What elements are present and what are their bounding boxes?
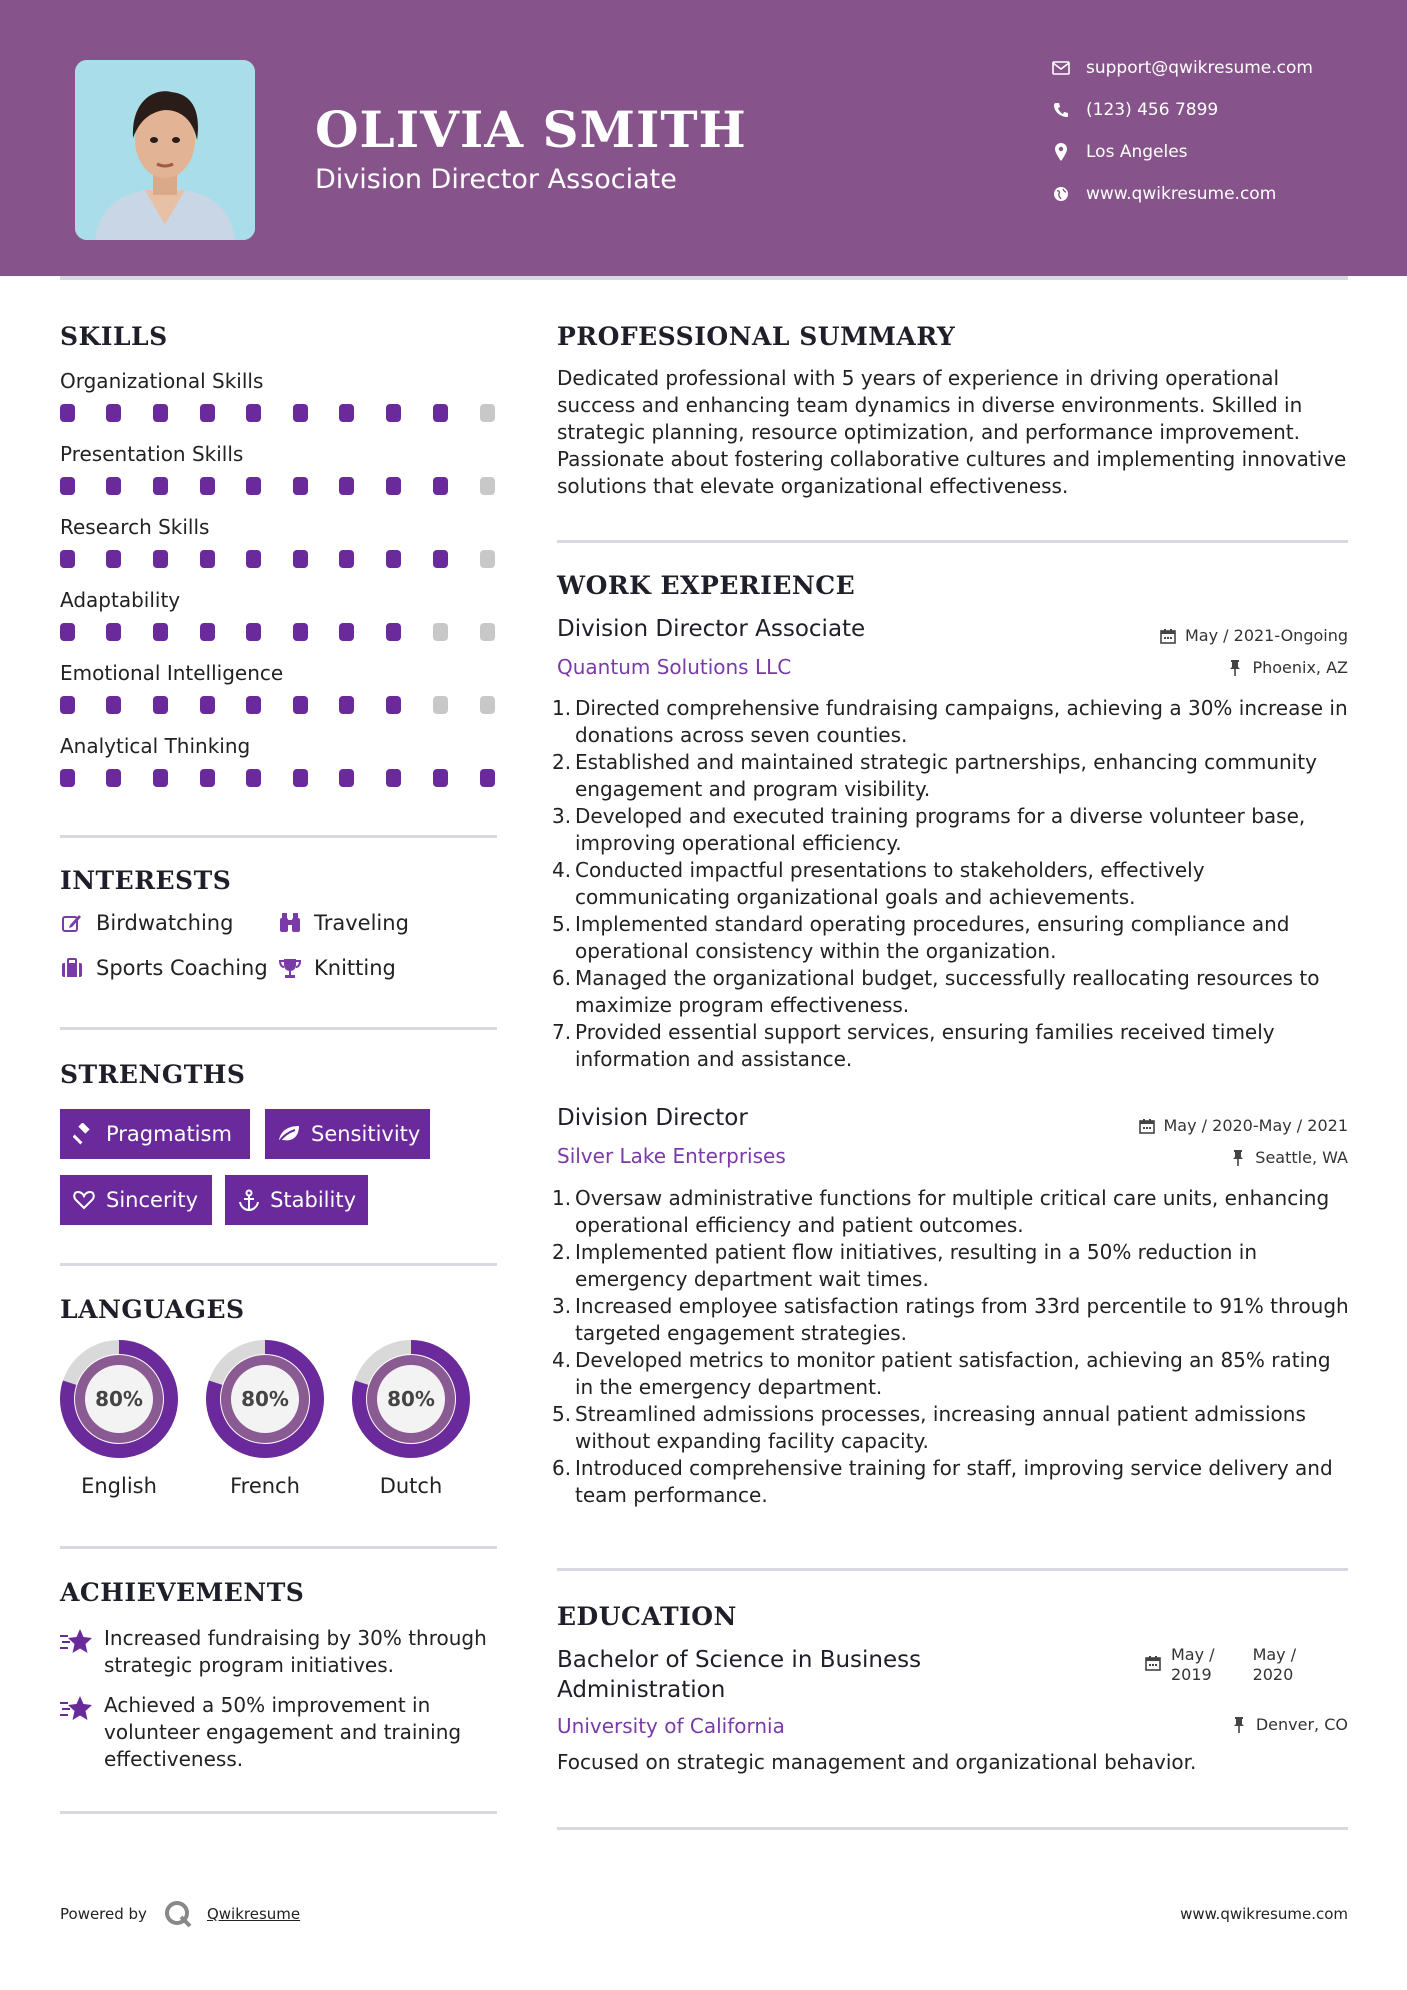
- achievement-item: [60, 1625, 500, 1679]
- language-percent: 80%: [387, 1387, 435, 1411]
- map-pin-icon: [1050, 142, 1072, 162]
- skill-rating: [60, 477, 500, 497]
- rating-dot-filled: [293, 623, 308, 641]
- rating-dot-filled: [106, 623, 121, 641]
- interest-label: Birdwatching: [96, 911, 234, 935]
- rating-dot-filled: [339, 696, 354, 714]
- interests-heading: INTERESTS: [60, 866, 232, 895]
- skill-rating: [60, 696, 500, 716]
- section-divider: [60, 1811, 497, 1814]
- bullet-number: 3.: [552, 804, 572, 828]
- bullet-number: 1.: [552, 696, 572, 720]
- contact-website-text: www.qwikresume.com: [1086, 184, 1277, 204]
- education-description: Focused on strategic management and organizational behavior.: [557, 1750, 1197, 1774]
- bullet-number: 4.: [552, 858, 572, 882]
- rating-dot-filled: [293, 550, 308, 568]
- rating-dot-empty: [480, 623, 495, 641]
- bullet-text: Developed and executed training programs for a diverse volunteer base, improving operational efficiency.: [575, 804, 1306, 855]
- language-ring: [57, 1337, 181, 1461]
- footer-powered-by: [60, 1899, 300, 1929]
- job-dates-text: May / 2020-May / 2021: [1163, 1116, 1348, 1135]
- bullet-text: Increased employee satisfaction ratings from 33rd percentile to 91% through targeted engagement strategies.: [575, 1294, 1349, 1345]
- job-bullet: [550, 1185, 1350, 1239]
- section-divider: [60, 1546, 497, 1549]
- rating-dot-filled: [200, 623, 215, 641]
- education-end-month: May /: [1252, 1645, 1297, 1664]
- rating-dot-filled: [339, 404, 354, 422]
- job-bullets: [550, 695, 1350, 1073]
- strength-label: Pragmatism: [106, 1122, 232, 1146]
- rating-dot-empty: [433, 623, 448, 641]
- interest-label: Knitting: [314, 956, 396, 980]
- skill-rating: [60, 550, 500, 570]
- rating-dot-filled: [106, 404, 121, 422]
- strengths-heading: STRENGTHS: [60, 1060, 246, 1089]
- summary-text: Dedicated professional with 5 years of experience in driving operational success and enhancing team dynamics in diverse environments. Skilled in strategic planning, resource optimization, and performance improvement. Passionate about fostering collaborative cultures and implementing innovative solutions that elevate organizational effectiveness.: [557, 366, 1347, 498]
- skill-name: Research Skills: [60, 515, 210, 539]
- rating-dot-filled: [433, 404, 448, 422]
- rating-dot-empty: [480, 696, 495, 714]
- bullet-number: 6.: [552, 966, 572, 990]
- bullet-text: Managed the organizational budget, successfully reallocating resources to maximize program effectiveness.: [575, 966, 1320, 1017]
- envelope-icon: [1050, 58, 1072, 78]
- rating-dot-filled: [153, 696, 168, 714]
- education-start: [1171, 1645, 1215, 1685]
- achievements-heading: ACHIEVEMENTS: [60, 1578, 305, 1607]
- bullet-text: Provided essential support services, ensuring families received timely information and assistance.: [575, 1020, 1275, 1071]
- rating-dot-filled: [200, 696, 215, 714]
- profile-photo: [75, 60, 255, 240]
- rating-dot-filled: [106, 769, 121, 787]
- bullet-number: 2.: [552, 750, 572, 774]
- contact-email[interactable]: [1050, 58, 1313, 78]
- job-bullet: [550, 1455, 1350, 1509]
- footer-website[interactable]: www.qwikresume.com: [1180, 1905, 1348, 1923]
- bullet-number: 5.: [552, 1402, 572, 1426]
- rating-dot-empty: [433, 696, 448, 714]
- skill-rating: [60, 404, 500, 424]
- bullet-text: Directed comprehensive fundraising campaigns, achieving a 30% increase in donations across seven counties.: [575, 696, 1348, 747]
- skill-rating: [60, 623, 500, 643]
- job-dates: [1138, 1116, 1349, 1135]
- rating-dot-filled: [293, 696, 308, 714]
- job-location: [1229, 1148, 1348, 1167]
- interest-label: Traveling: [314, 911, 409, 935]
- rating-dot-filled: [246, 623, 261, 641]
- star-icon: [60, 1694, 94, 1724]
- bullet-number: 3.: [552, 1294, 572, 1318]
- rating-dot-filled: [339, 623, 354, 641]
- education-dates: [1145, 1645, 1296, 1685]
- education-location-text: Denver, CO: [1255, 1715, 1348, 1734]
- rating-dot-filled: [106, 696, 121, 714]
- star-icon: [60, 1627, 94, 1657]
- language-name: Dutch: [379, 1474, 443, 1498]
- achievement-text: Achieved a 50% improvement in volunteer engagement and training effectiveness.: [104, 1693, 462, 1771]
- leaf-icon: [277, 1122, 301, 1146]
- heart-icon: [72, 1188, 96, 1212]
- education-degree: Bachelor of Science in Business Administration: [557, 1647, 922, 1703]
- skills-heading: SKILLS: [60, 322, 168, 351]
- pushpin-icon: [1230, 1716, 1248, 1734]
- skill-name: Presentation Skills: [60, 442, 244, 466]
- rating-dot-filled: [153, 623, 168, 641]
- rating-dot-filled: [153, 477, 168, 495]
- rating-dot-filled: [339, 550, 354, 568]
- rating-dot-filled: [433, 550, 448, 568]
- language-ring: [203, 1337, 327, 1461]
- section-divider: [557, 540, 1348, 543]
- bullet-number: 2.: [552, 1240, 572, 1264]
- rating-dot-filled: [386, 404, 401, 422]
- education-school: University of California: [557, 1714, 785, 1738]
- job-location: [1226, 658, 1348, 677]
- job-bullet: [550, 1019, 1350, 1073]
- rating-dot-filled: [386, 550, 401, 568]
- contact-location: [1050, 142, 1188, 162]
- rating-dot-filled: [293, 769, 308, 787]
- rating-dot-filled: [339, 769, 354, 787]
- bullet-text: Established and maintained strategic partnerships, enhancing community engagement and program visibility.: [575, 750, 1317, 801]
- bullet-number: 5.: [552, 912, 572, 936]
- education-start-month: May /: [1171, 1645, 1215, 1664]
- contact-phone-text: (123) 456 7899: [1086, 100, 1219, 120]
- section-divider: [557, 1827, 1348, 1830]
- job-bullets: [550, 1185, 1350, 1509]
- job-bullet: [550, 1401, 1350, 1455]
- bullet-text: Developed metrics to monitor patient satisfaction, achieving an 85% rating in the emergency department.: [575, 1348, 1331, 1399]
- bullet-text: Conducted impactful presentations to stakeholders, effectively communicating organizational goals and achievements.: [575, 858, 1205, 909]
- bullet-text: Introduced comprehensive training for staff, improving service delivery and team performance.: [575, 1456, 1333, 1507]
- header-divider: [60, 276, 1348, 280]
- strength-label: Sincerity: [106, 1188, 199, 1212]
- job-dates: [1159, 626, 1348, 645]
- languages-heading: LANGUAGES: [60, 1295, 245, 1324]
- language-ring: [349, 1337, 473, 1461]
- rating-dot-filled: [246, 550, 261, 568]
- rating-dot-filled: [153, 769, 168, 787]
- rating-dot-empty: [480, 477, 495, 495]
- powered-by-text: Powered by: [60, 1905, 147, 1923]
- section-divider: [60, 1027, 497, 1030]
- candidate-name: OLIVIA SMITH: [315, 100, 747, 159]
- job-location-text: Phoenix, AZ: [1252, 658, 1348, 677]
- rating-dot-filled: [200, 550, 215, 568]
- bullet-number: 6.: [552, 1456, 572, 1480]
- education-end-year: 2020: [1252, 1665, 1294, 1684]
- trophy-icon: [278, 956, 302, 980]
- language-name: French: [230, 1474, 300, 1498]
- rating-dot-filled: [60, 404, 75, 422]
- skill-name: Organizational Skills: [60, 369, 264, 393]
- contact-phone[interactable]: [1050, 100, 1218, 120]
- rating-dot-filled: [246, 404, 261, 422]
- rating-dot-filled: [246, 696, 261, 714]
- bullet-text: Implemented standard operating procedures, ensuring compliance and operational consistency within the organization.: [575, 912, 1290, 963]
- language-percent: 80%: [241, 1387, 289, 1411]
- skill-name: Analytical Thinking: [60, 734, 251, 758]
- rating-dot-filled: [293, 477, 308, 495]
- company-name: Silver Lake Enterprises: [557, 1144, 786, 1168]
- contact-website[interactable]: [1050, 184, 1276, 204]
- strength-tag: [225, 1175, 368, 1225]
- bullet-text: Streamlined admissions processes, increasing annual patient admissions without expanding facility capacity.: [575, 1402, 1306, 1453]
- job-bullet: [550, 965, 1350, 1019]
- rating-dot-filled: [480, 769, 495, 787]
- phone-icon: [1050, 100, 1072, 120]
- language-percent: 80%: [95, 1387, 143, 1411]
- anchor-icon: [237, 1188, 260, 1212]
- rating-dot-filled: [60, 696, 75, 714]
- job-bullet: [550, 1239, 1350, 1293]
- rating-dot-empty: [480, 550, 495, 568]
- experience-heading: WORK EXPERIENCE: [557, 571, 856, 600]
- rating-dot-empty: [480, 404, 495, 422]
- calendar-icon: [1159, 627, 1177, 645]
- section-divider: [557, 1568, 1348, 1571]
- bullet-number: 4.: [552, 1348, 572, 1372]
- candidate-title: Division Director Associate: [315, 164, 677, 195]
- skill-rating: [60, 769, 500, 789]
- job-bullet: [550, 749, 1350, 803]
- job-title: Division Director Associate: [557, 616, 866, 642]
- rating-dot-filled: [153, 404, 168, 422]
- rating-dot-filled: [200, 769, 215, 787]
- rating-dot-filled: [386, 696, 401, 714]
- language-name: English: [81, 1474, 157, 1498]
- rating-dot-filled: [339, 477, 354, 495]
- section-divider: [60, 835, 497, 838]
- job-title: Division Director: [557, 1105, 748, 1131]
- company-name: Quantum Solutions LLC: [557, 655, 792, 679]
- rating-dot-filled: [433, 477, 448, 495]
- job-location-text: Seattle, WA: [1255, 1148, 1348, 1167]
- achievement-item: [60, 1692, 500, 1773]
- globe-icon: [1050, 184, 1072, 204]
- briefcase-icon: [60, 956, 84, 980]
- gavel-icon: [72, 1122, 96, 1146]
- strength-label: Stability: [270, 1188, 356, 1212]
- qwikresume-logo-icon: [163, 1899, 193, 1929]
- education-heading: EDUCATION: [557, 1602, 737, 1631]
- strength-tag: [60, 1175, 212, 1225]
- achievement-text: Increased fundraising by 30% through strategic program initiatives.: [104, 1626, 487, 1677]
- bullet-number: 7.: [552, 1020, 572, 1044]
- pushpin-icon: [1226, 659, 1244, 677]
- calendar-icon: [1138, 1117, 1156, 1135]
- pushpin-icon: [1229, 1149, 1247, 1167]
- job-bullet: [550, 803, 1350, 857]
- brand-link[interactable]: Qwikresume: [206, 1905, 301, 1923]
- rating-dot-filled: [106, 550, 121, 568]
- education-start-year: 2019: [1171, 1665, 1212, 1684]
- rating-dot-filled: [433, 769, 448, 787]
- education-end: [1253, 1645, 1297, 1685]
- interest-item: [60, 911, 233, 935]
- job-bullet: [550, 695, 1350, 749]
- rating-dot-filled: [106, 477, 121, 495]
- section-divider: [60, 1263, 497, 1266]
- strength-label: Sensitivity: [311, 1122, 421, 1146]
- bullet-number: 1.: [552, 1186, 572, 1210]
- rating-dot-filled: [200, 404, 215, 422]
- rating-dot-filled: [246, 769, 261, 787]
- contact-location-text: Los Angeles: [1086, 142, 1188, 162]
- job-bullet: [550, 1347, 1350, 1401]
- rating-dot-filled: [293, 404, 308, 422]
- rating-dot-filled: [60, 623, 75, 641]
- interest-label: Sports Coaching: [96, 956, 268, 980]
- interest-item: [60, 956, 268, 980]
- bullet-text: Implemented patient flow initiatives, resulting in a 50% reduction in emergency department wait times.: [575, 1240, 1258, 1291]
- rating-dot-filled: [200, 477, 215, 495]
- summary-heading: PROFESSIONAL SUMMARY: [557, 322, 956, 351]
- strength-tag: [60, 1109, 250, 1159]
- interest-item: [278, 956, 396, 980]
- interest-item: [278, 911, 409, 935]
- skill-name: Emotional Intelligence: [60, 661, 284, 685]
- job-bullet: [550, 911, 1350, 965]
- rating-dot-filled: [153, 550, 168, 568]
- education-location: [1230, 1715, 1348, 1734]
- job-dates-text: May / 2021-Ongoing: [1185, 626, 1348, 645]
- job-bullet: [550, 1293, 1350, 1347]
- skill-name: Adaptability: [60, 588, 181, 612]
- rating-dot-filled: [386, 477, 401, 495]
- rating-dot-filled: [60, 550, 75, 568]
- job-bullet: [550, 857, 1350, 911]
- strength-tag: [265, 1109, 430, 1159]
- rating-dot-filled: [60, 769, 75, 787]
- rating-dot-filled: [386, 623, 401, 641]
- rating-dot-filled: [246, 477, 261, 495]
- edit-icon: [60, 911, 84, 935]
- rating-dot-filled: [386, 769, 401, 787]
- calendar-icon: [1145, 1655, 1163, 1673]
- binoculars-icon: [278, 911, 302, 935]
- bullet-text: Oversaw administrative functions for multiple critical care units, enhancing operational efficiency and patient outcomes.: [575, 1186, 1330, 1237]
- rating-dot-filled: [60, 477, 75, 495]
- contact-email-text: support@qwikresume.com: [1086, 58, 1313, 78]
